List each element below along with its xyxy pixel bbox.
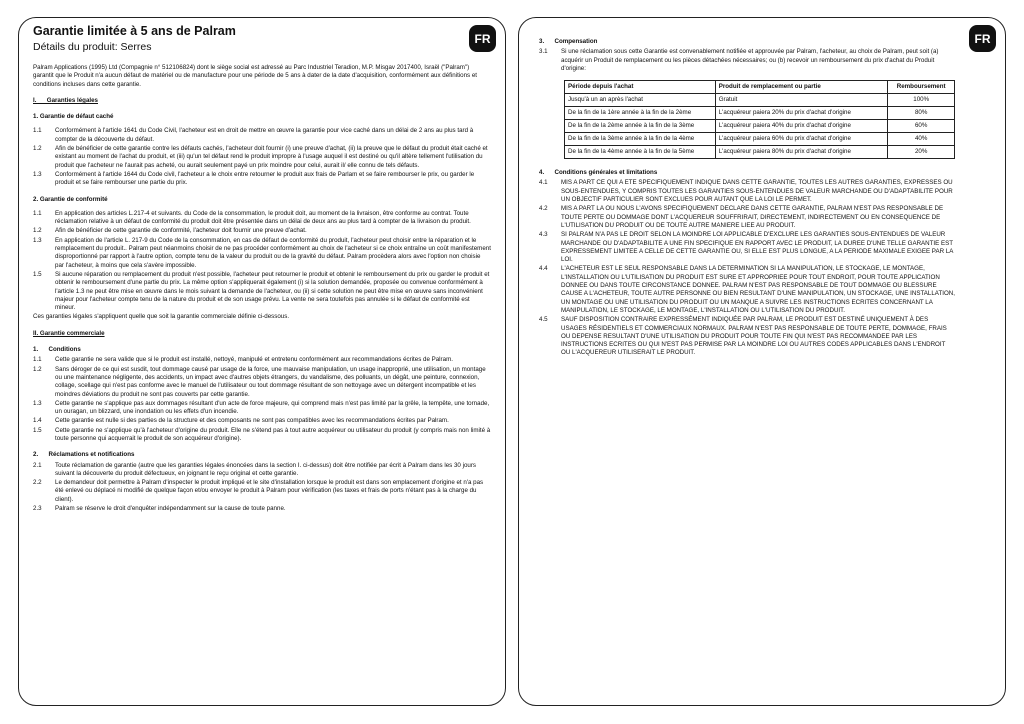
left-page: [18, 17, 506, 706]
item-text: Toute réclamation de garantie (autre que les garanties légales énoncées dans la section I. ci-dessus) doit être notifiée par écrit à Palram dans les 30 jours suivant la découverte du produit défectueux, en joignant le reçu original et cette garantie.: [55, 461, 476, 477]
conformity-list: [33, 210, 491, 313]
table-cell: De la fin de la 4ème année à la fin de la 5ème: [565, 146, 716, 159]
table-cell: 100%: [888, 94, 955, 107]
item-text: Conformément à l'article 1641 du Code Civil, l'acheteur est en droit de mettre en œuvre la garantie pour vice caché dans un délai de 2 ans au plus tard à compter de la découverte du défaut.: [55, 127, 474, 143]
conditions-list: [33, 356, 491, 443]
item-number: 2.2: [33, 479, 42, 487]
table-cell: L'acquéreur paiera 60% du prix d'achat d'origine: [715, 133, 888, 146]
left-content: [33, 64, 491, 514]
item-number: 4.1: [539, 179, 548, 187]
item-number: 3.1: [539, 48, 548, 56]
conditions-heading: 1. Conditions: [33, 346, 81, 354]
item-number: 1.1: [33, 356, 42, 364]
item-number: 4.2: [539, 205, 548, 213]
table-cell: 40%: [888, 133, 955, 146]
general-conditions-list: [539, 179, 955, 357]
column-header: Produit de remplacement ou partie: [715, 81, 888, 94]
list-item: [33, 171, 491, 188]
list-item: [33, 462, 491, 479]
item-text: Cette garantie ne s'applique pas aux dommages résultant d'un acte de force majeure, qui comprend mais n'est pas limité par la grêle, la tempête, une tornade, un ouragan, un blizzard, une inondation ou les effets d'un incendie.: [55, 399, 490, 416]
list-item: [33, 356, 491, 364]
item-number: 1.2: [33, 227, 42, 235]
section-heading-legal: I. Garanties légales: [33, 96, 98, 104]
hidden-defect-list: [33, 127, 491, 187]
item-text: Cette garantie ne sera valide que si le produit est installé, nettoyé, manipulé et entretenu conformément aux recommandations écrites de Palram.: [55, 356, 453, 364]
list-item: [33, 237, 491, 270]
item-number: 1.2: [33, 145, 42, 153]
item-number: 1.5: [33, 270, 42, 278]
list-item: [33, 366, 491, 399]
right-content: [539, 38, 955, 359]
list-item: [33, 417, 491, 425]
general-conditions-heading: 4. Conditions générales et limitations: [539, 169, 658, 177]
page-title: Garantie limitée à 5 ans de Palram: [33, 24, 236, 38]
item-number: 1.5: [33, 426, 42, 434]
item-number: 1.1: [33, 127, 42, 135]
list-item: [33, 127, 491, 144]
item-number: 2.3: [33, 505, 42, 513]
item-number: 1.3: [33, 170, 42, 178]
list-item: [539, 316, 955, 357]
item-text: Conformément à l'article 1644 du Code civil, l'acheteur a le choix entre retourner le produit aux frais de Parlam et se faire rembourser le prix, ou garder le produit et se faire rembourser une partie du prix.: [55, 170, 475, 187]
item-text: Afin de bénéficier de cette garantie de conformité, l'acheteur doit fournir une preuve d'achat.: [55, 227, 307, 235]
list-item: [33, 145, 491, 170]
item-text: Le demandeur doit permettre à Palram d'inspecter le produit impliqué et le site d'installation lorsque le produit est dans son emplacement d'origine et n'a pas été enlevé ou déplacé ni modifié de quelque façon et/ou envoyer le produit à Palram pour vérification (les taxes et frais de ports n'étant pas à la charge du client).: [55, 479, 484, 503]
item-text: MIS A PART LA OU NOUS L'AVONS SPECIFIQUEMENT DECLARE DANS CETTE GARANTIE, PALRAM N'EST PAS RESPONSABLE DE TOUTE PERTE OU DOMMAGE DONT L'ACQUEREUR SOUFFRIRAIT, DIRECTEMENT, INDIRECTEMENT OU EN CONSEQUENCE DE L'UTILISATION DU PRODUIT OU DE TOUTE AUTRE MANIERE LIEE AU PRODUIT.: [561, 205, 944, 229]
item-text: En application de l'article L. 217-9 du Code de la consommation, en cas de défaut de conformité du produit, l'acheteur peut choisir entre la réparation et le remplacement du produit.. Palram peut néanmoins choisir de ne pas procéder conformément au choix de l'acheteur si ce choix entraîne un coût manifestement disproportionné par rapport à l'autre option, compte tenu de la valeur du produit ou de la gravité du défaut. Palram procèdera alors avec l'option non choisie par l'acheteur, à moins que cela s'avère impossible.: [55, 236, 491, 269]
table-row: [565, 120, 955, 133]
column-header: Remboursement: [888, 81, 955, 94]
table-header-row: [565, 81, 955, 94]
table-row: [565, 107, 955, 120]
item-text: Si aucune réparation ou remplacement du produit n'est possible, l'acheteur peut retourner le produit et obtenir le remboursement du prix ou garder le produit et obtenir le remboursement d'une partie du prix. La même option s'appliquerait également (i) si la solution demandée, proposée ou convenue conformément à l'article 1.3 ne peut être mise en œuvre dans le mois suivant la demande de l'acheteur, ou (ii) si cette solution ne peut être mise en œuvre sans inconvénient majeur pour l'acheteur compte tenu de la nature du produit et de son usage prévu. La vente ne sera toutefois pas annulée si le défaut de conformité est mineur.: [55, 270, 490, 312]
item-text: Sans déroger de ce qui est susdit, tout dommage causé par usage de la force, une mauvaise manipulation, un usage inapproprié, une utilisation, un montage ou une maintenance négligente, des accidents, un impact avec d'autres objets étrangers, du vandalisme, des polluants, un dégât, une peinture, connexion, collage, scellage qui n'est pas conforme avec le manuel de l'utilisateur ou tout dommage résultant de son nettoyage avec un détergent incompatible et les moindres déviations du produit ne sont pas couverts par cette garantie.: [55, 365, 486, 398]
item-text: En application des articles L.217-4 et suivants. du Code de la consommation, le produit doit, au moment de la livraison, être conforme au contrat. Toute réclamation relative à un défaut de conformité du produit doit être présentée dans un délai de deux ans au plus tard à compter de la livraison du produit.: [55, 209, 471, 226]
list-item: [33, 400, 491, 417]
table-cell: Jusqu'à un an après l'achat: [565, 94, 716, 107]
list-item: [33, 210, 491, 227]
section-heading-commercial: II. Garantie commerciale: [33, 329, 105, 337]
table-row: [565, 94, 955, 107]
table-cell: De la fin de la 3ème année à la fin de la 4ème: [565, 133, 716, 146]
list-item: [539, 231, 955, 264]
item-text: SAUF DISPOSITION CONTRAIRE EXPRESSÉMENT INDIQUÉE PAR PALRAM, LE PRODUIT EST DESTINÉ UNIQUEMENT À DES USAGES RÉSIDENTIELS ET COMMERCIAUX NORMAUX. PALRAM N'EST PAS RESPONSABLE DE TOUTE PERTE, DOMMAGE, FRAIS OU DEPENSE RESULTANT D'UNE UTILISATION DU PRODUIT POUR TOUTE FIN QUI N'EST PAS RECOMMANDEE PAR LES INSTRUCTIONS ECRITES OU QUI N'EST PAS PERMISE PAR LA MOINDRE LOI OU AUTRES CODES APPLICABLES DANS L'ENDROIT OU L'ACQUEREUR UTILISERAIT LE PRODUIT.: [561, 316, 947, 357]
legal-note: Ces garanties légales s'appliquent quelle que soit la garantie commerciale définie ci-dessous.: [33, 313, 290, 321]
table-cell: L'acquéreur paiera 40% du prix d'achat d'origine: [715, 120, 888, 133]
page-subtitle: Détails du produit: Serres: [33, 41, 152, 53]
list-item: [33, 271, 491, 312]
item-number: 4.3: [539, 231, 548, 239]
list-item: [539, 205, 955, 230]
table-row: [565, 146, 955, 159]
item-text: L'ACHETEUR EST LE SEUL RESPONSABLE DANS LA DETERMINATION SI LA MANIPULATION, LE STOCKAGE, LE MONTAGE, L'INSTALLATION OU L'UTILISATION DU PRODUIT EST SURE ET APPROPRIEE POUR TOUT ENDROIT, POUR TOUTE APPLICATION DONNEE OU DANS TOUTE CIRCONSTANCE DONNEE. PALRAM N'EST PAS RESPONSABLE DE TOUT DOMMAGE OU BLESSURE CAUSE A L'ACHETEUR, TOUTE AUTRE PERSONNE OU BIEN RESULTANT D'UNE MANIPULATION, UN STOCKAGE, UNE INSTALLATION, UN MONTAGE OU UNE UTILISATION DU PRODUIT OU UN MANQUE A SUIVRE LES INSTRUCTIONS ECRITES CONCERNANT LA MANIPULATION, LE STOCKAGE, LE MONTAGE, L'INSTALLATION OU L'UTILISATION DU PRODUIT.: [561, 265, 955, 314]
item-number: 1.1: [33, 209, 42, 217]
claims-list: [33, 462, 491, 514]
item-number: 2.1: [33, 461, 42, 469]
list-item: [33, 227, 491, 235]
intro-paragraph: Palram Applications (1995) Ltd (Compagnie n° 512106824) dont le siège social est adressé au Parc Industriel Teradion, M.P. Misgav 2017400, Israël ("Palram") garantit que le Produit n'a aucun défaut de matériel ou de manufacture pour une période de 5 ans à dater de la date d'acquisition, conformément aux définitions et conditions incluses dans cette garantie.: [33, 64, 478, 88]
item-number: 1.4: [33, 417, 42, 425]
compensation-table: [564, 80, 955, 159]
item-text: Palram se réserve le droit d'enquêter indépendamment sur la cause de toute panne.: [55, 505, 286, 513]
language-badge: FR: [469, 25, 496, 52]
item-number: 1.3: [33, 236, 42, 244]
table-row: [565, 133, 955, 146]
column-header: Période depuis l'achat: [565, 81, 716, 94]
subsection-heading-hidden-defect: 1. Garantie de défaut caché: [33, 113, 114, 121]
table-cell: De la fin de la 2ème année à la fin de la 3ème: [565, 120, 716, 133]
item-number: 4.5: [539, 316, 548, 324]
list-item: [539, 265, 955, 315]
right-page: [518, 17, 1006, 706]
item-text: MIS A PART CE QUI A ETE SPECIFIQUEMENT INDIQUE DANS CETTE GARANTIE, TOUTES LES AUTRES GARANTIES, EXPRESSES OU SOUS-ENTENDUES, Y COMPRIS TOUTES LES GARANTIES SOUS-ENTENDUES DE VALEUR MARCHANDE OU D'ADAPTABILITE POUR UN OBJECTIF PARTICULIER SONT EXCLUES POUR AUTANT QUE LA LOI LE PERMET.: [561, 179, 953, 204]
compensation-heading: 3. Compensation: [539, 38, 598, 45]
table-cell: De la fin de la 1ère année à la fin de la 2ème: [565, 107, 716, 120]
list-item: [33, 505, 491, 513]
compensation-item: [539, 48, 955, 73]
item-text: Cette garantie est nulle si des parties de la structure et des composants ne sont pas compatibles avec les recommandations écrites par Palram.: [55, 417, 449, 425]
list-item: [539, 179, 955, 204]
table-cell: 80%: [888, 107, 955, 120]
table-cell: L'acquéreur paiera 80% du prix d'achat d'origine: [715, 146, 888, 159]
list-item: [33, 479, 491, 504]
table-cell: L'acquéreur paiera 20% du prix d'achat d'origine: [715, 107, 888, 120]
language-badge: FR: [969, 25, 996, 52]
list-item: [33, 427, 491, 444]
table-body: [565, 94, 955, 159]
item-number: 1.2: [33, 365, 42, 373]
item-text: SI PALRAM N'A PAS LE DROIT SELON LA MOINDRE LOI APPLICABLE D'EXCLURE LES GARANTIES SOUS-ENTENDUES DE VALEUR MARCHANDE OU D'ADAPTABILITE A UNE FIN SPECIFIQUE EN RAPPORT AVEC LE PRODUIT, LA DUREE D'UNE TELLE GARANTIE EST EXPRESSEMENT LIMITEE A CELLE DE CETTE GARANTIE OU, SI ELLE EST PLUS LONGUE, A LA PERIODE MAXIMALE EXIGEE PAR LA LOI.: [561, 231, 954, 264]
table-cell: 20%: [888, 146, 955, 159]
table-cell: 60%: [888, 120, 955, 133]
subsection-heading-conformity: 2. Garantie de conformité: [33, 195, 108, 203]
item-text: Si une réclamation sous cette Garantie est convenablement notifiée et approuvée par Palram, l'acheteur, au choix de Palram, peut soit (a) acquérir un Produit de remplacement ou les pièces détachées nécessaires; ou (b) recevoir un remboursement du prix d'achat du Produit d'origine:: [561, 48, 939, 72]
claims-heading: 2. Réclamations et notifications: [33, 451, 135, 459]
item-text: Cette garantie ne s'applique qu'à l'acheteur d'origine du produit. Elle ne s'étend pas à tout autre acquéreur ou utilisateur du produit (y compris mais non limité à toute personne qui acquerrait le produit de son acquéreur d'origine).: [55, 426, 491, 442]
item-number: 4.4: [539, 265, 548, 273]
item-text: Afin de bénéficier de cette garantie contre les défauts cachés, l'acheteur doit fournir (i) une preuve d'achat, (ii) la preuve que le défaut du produit était caché et existant au moment de l'achat du produit, et (iii) qu'un tel défaut rend le produit impropre à l'usage auquel il est destiné ou qu'il altère tellement l'utilisation du produit que l'acheteur ne l'aurait pas acheté, ou aurait seulement payé un prix moindre pour celui, aurait il/ elle connu de tels défauts.: [55, 145, 488, 169]
table-cell: Gratuit: [715, 94, 888, 107]
item-number: 1.3: [33, 399, 42, 407]
